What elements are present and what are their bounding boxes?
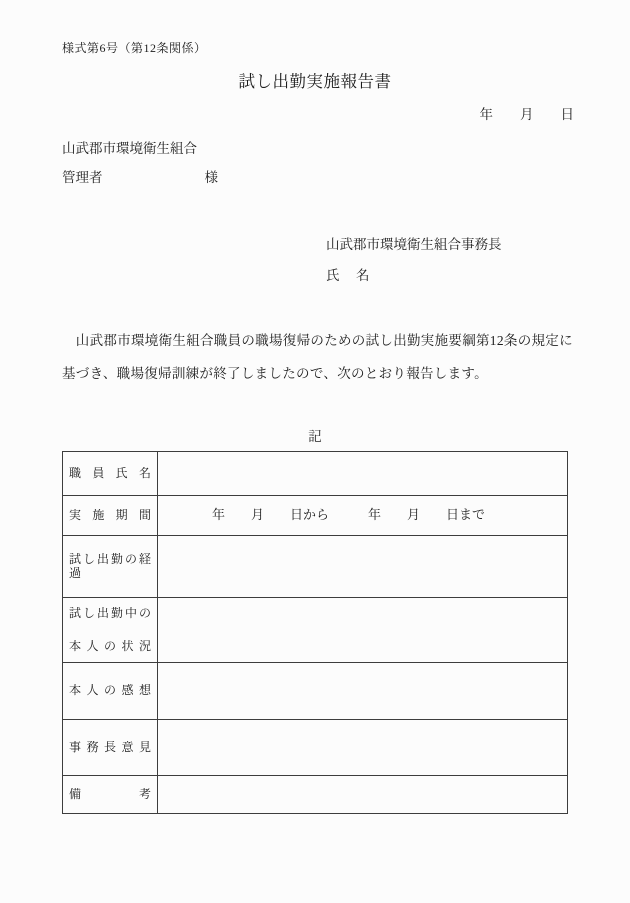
remarks-label: 備考 [69, 787, 151, 801]
body-paragraph-line-2: 基づき、職場復帰訓練が終了しましたので、次のとおり報告します。 [62, 366, 488, 381]
body-paragraph-line-1: 山武郡市環境衛生組合職員の職場復帰のための試し出勤実施要綱第12条の規定に [62, 333, 573, 348]
section-mark: 記 [308, 429, 322, 444]
document-title: 試し出勤実施報告書 [238, 72, 392, 91]
impression-label-cell [63, 663, 158, 720]
period-value: 年 月 日から 年 月 日まで [212, 507, 486, 523]
table-row-staff-name [63, 452, 568, 496]
report-table [62, 451, 568, 814]
staff-name-value-cell [158, 452, 568, 496]
trial-progress-value-cell [158, 536, 568, 598]
condition-value-cell [158, 598, 568, 663]
condition-label-line-2: 本人の状況 [69, 640, 151, 653]
period-label-cell [63, 496, 158, 536]
trial-progress-label: 試し出勤の経過 [69, 553, 151, 580]
remarks-label-cell [63, 776, 158, 814]
staff-name-label-cell [63, 452, 158, 496]
trial-progress-label-cell [63, 536, 158, 598]
period-value-cell [158, 496, 568, 536]
addressee-role: 管理者 [62, 170, 103, 185]
table-row-trial-progress [63, 536, 568, 598]
addressee-honorific: 様 [204, 170, 218, 185]
addressee-line [62, 166, 218, 186]
director-opinion-label-cell [63, 720, 158, 776]
period-label: 実施期間 [69, 508, 151, 522]
table-row-director-opinion [63, 720, 568, 776]
sender-title: 山武郡市環境衛生組合事務長 [326, 237, 502, 252]
sender-name-label: 氏 名 [326, 268, 371, 283]
director-opinion-value-cell [158, 720, 568, 776]
remarks-value-cell [158, 776, 568, 814]
table-row-remarks [63, 776, 568, 814]
form-number: 様式第6号（第12条関係） [62, 41, 207, 55]
director-opinion-label: 事務長意見 [69, 740, 151, 754]
table-row-period [63, 496, 568, 536]
impression-label: 本人の感想 [69, 684, 151, 698]
impression-value-cell [158, 663, 568, 720]
addressee-organization: 山武郡市環境衛生組合 [62, 141, 197, 156]
issue-date-line: 年 月 日 [479, 107, 574, 122]
table-row-personal-impression [63, 663, 568, 720]
staff-name-label: 職員氏名 [69, 466, 151, 480]
table-row-condition-during-trial [63, 598, 568, 663]
condition-label-cell [63, 598, 158, 663]
condition-label-line-1: 試し出勤中の [69, 606, 151, 620]
